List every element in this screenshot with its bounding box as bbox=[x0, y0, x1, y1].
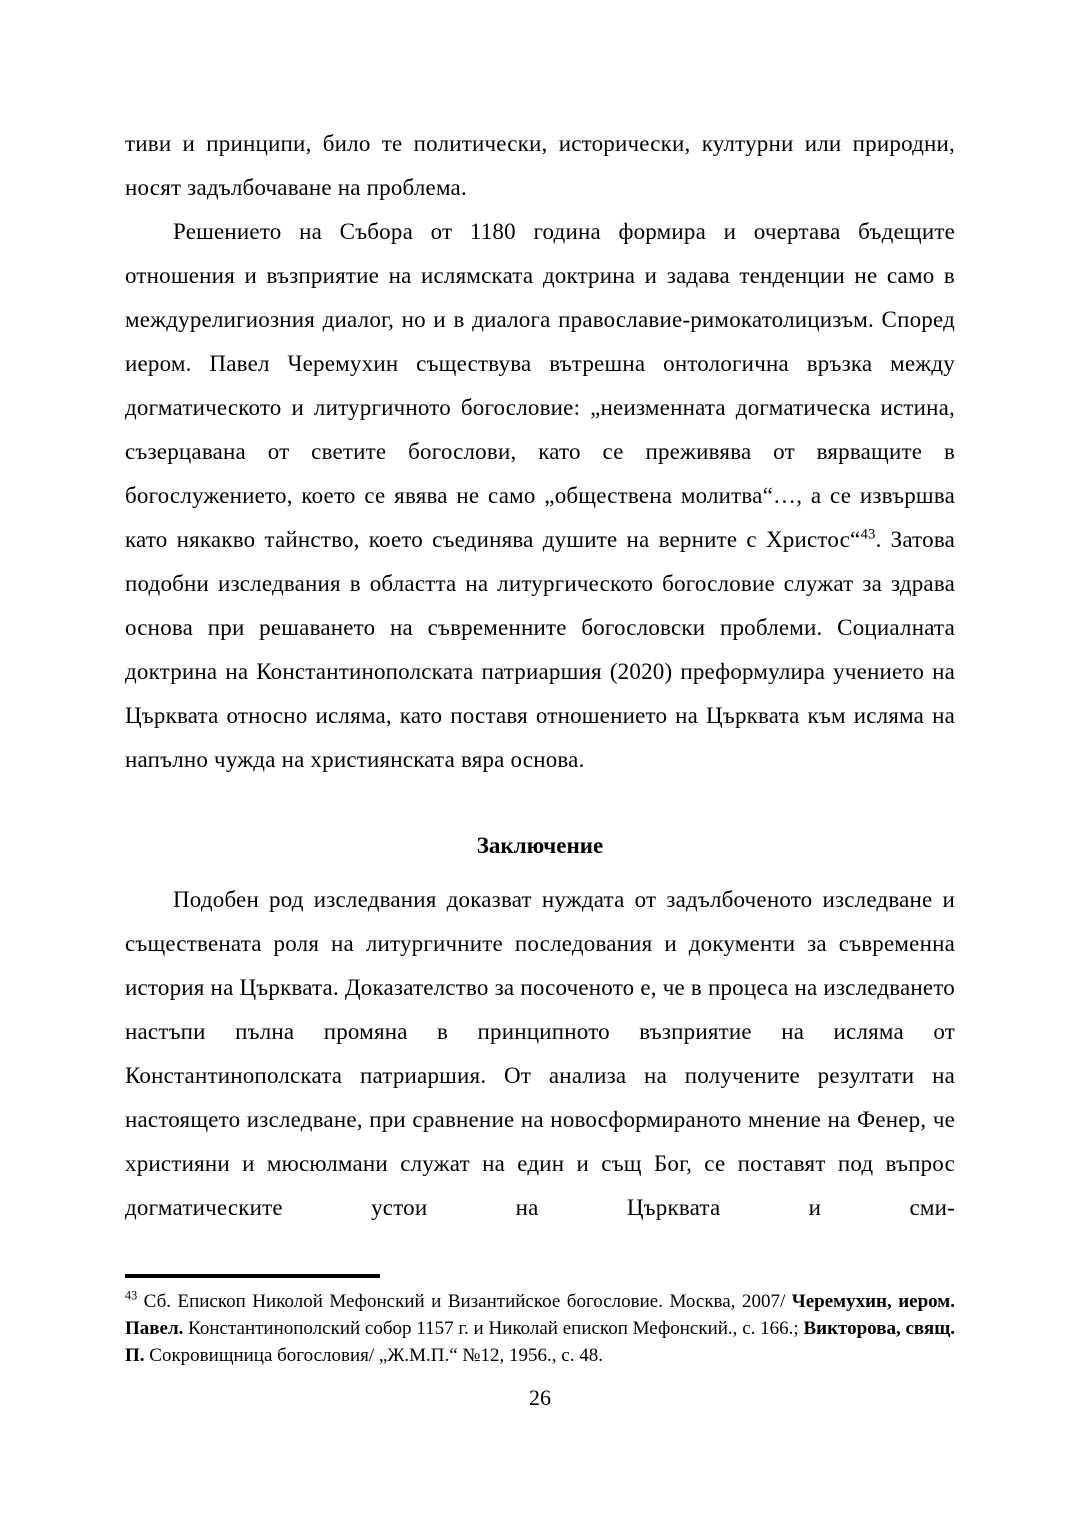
page-body bbox=[125, 122, 955, 1230]
section-heading-conclusion: Заключение bbox=[476, 833, 604, 858]
page-number: 26 bbox=[529, 1385, 551, 1410]
footnote-43: $^{43}$ Сб. Епископ Николой Мефонский и Византийское богословие. Москва, 2007/ Черемухин, иером. Павел. Константинополский собор 1157 г. и Николай епископ Мефонский., с. 166.; Викторова, свящ. П. Сокровищница богословия/ „Ж.М.П.“ №12, 1956., с. 48. bbox=[125, 1288, 955, 1366]
paragraph-council-decision: Решението на Събора от 1180 година формира и очертава бъдещите отношения и възприятие на ислямската доктрина и задава тенденции не само в междурелигиозния диалог, но и в диалога православие-римокатолицизъм. Според иером. Павел Черемухин съществува вътрешна онтологична връзка между догматическото и литургичното богословие: „неизменната догматическа истина, съзерцавана от светите богослови, като се преживява от вярващите в богослужението, което се явява не само „обществена молитва“…, а се извършва като някакво тайнство, което съединява душите на верните с Христос“$^{43}$. Затова подобни изследвания в областта на литургическото богословие служат за здрава основа при решаването на съвременните богословски проблеми. Социалната доктрина на Константинополската патриаршия (2020) преформулира учението на Църквата относно исляма, като поставя отношението на Църквата към исляма на напълно чужда на християнската вяра основа. bbox=[125, 219, 955, 772]
footnote-divider bbox=[125, 1274, 380, 1278]
footnote-area bbox=[125, 1274, 955, 1411]
paragraph-continuation: тиви и принципи, било те политически, исторически, културни или природни, носят задълбочаване на проблема. bbox=[125, 131, 955, 200]
paragraph-conclusion-body: Подобен род изследвания доказват нуждата от задълбоченото изследване и съществената роля на литургичните последования и документи за съвременна история на Църквата. Доказателство за посоченото е, че в процеса на изследването настъпи пълна промяна в принципното възприятие на исляма от Константинополската патриаршия. От анализа на получените резултати на настоящето изследване, при сравнение на новосформираното мнение на Фенер, че християни и мюсюлмани служат на един и същ Бог, се поставят под въпрос догматическите устои на Църквата и сми- bbox=[125, 887, 955, 1220]
